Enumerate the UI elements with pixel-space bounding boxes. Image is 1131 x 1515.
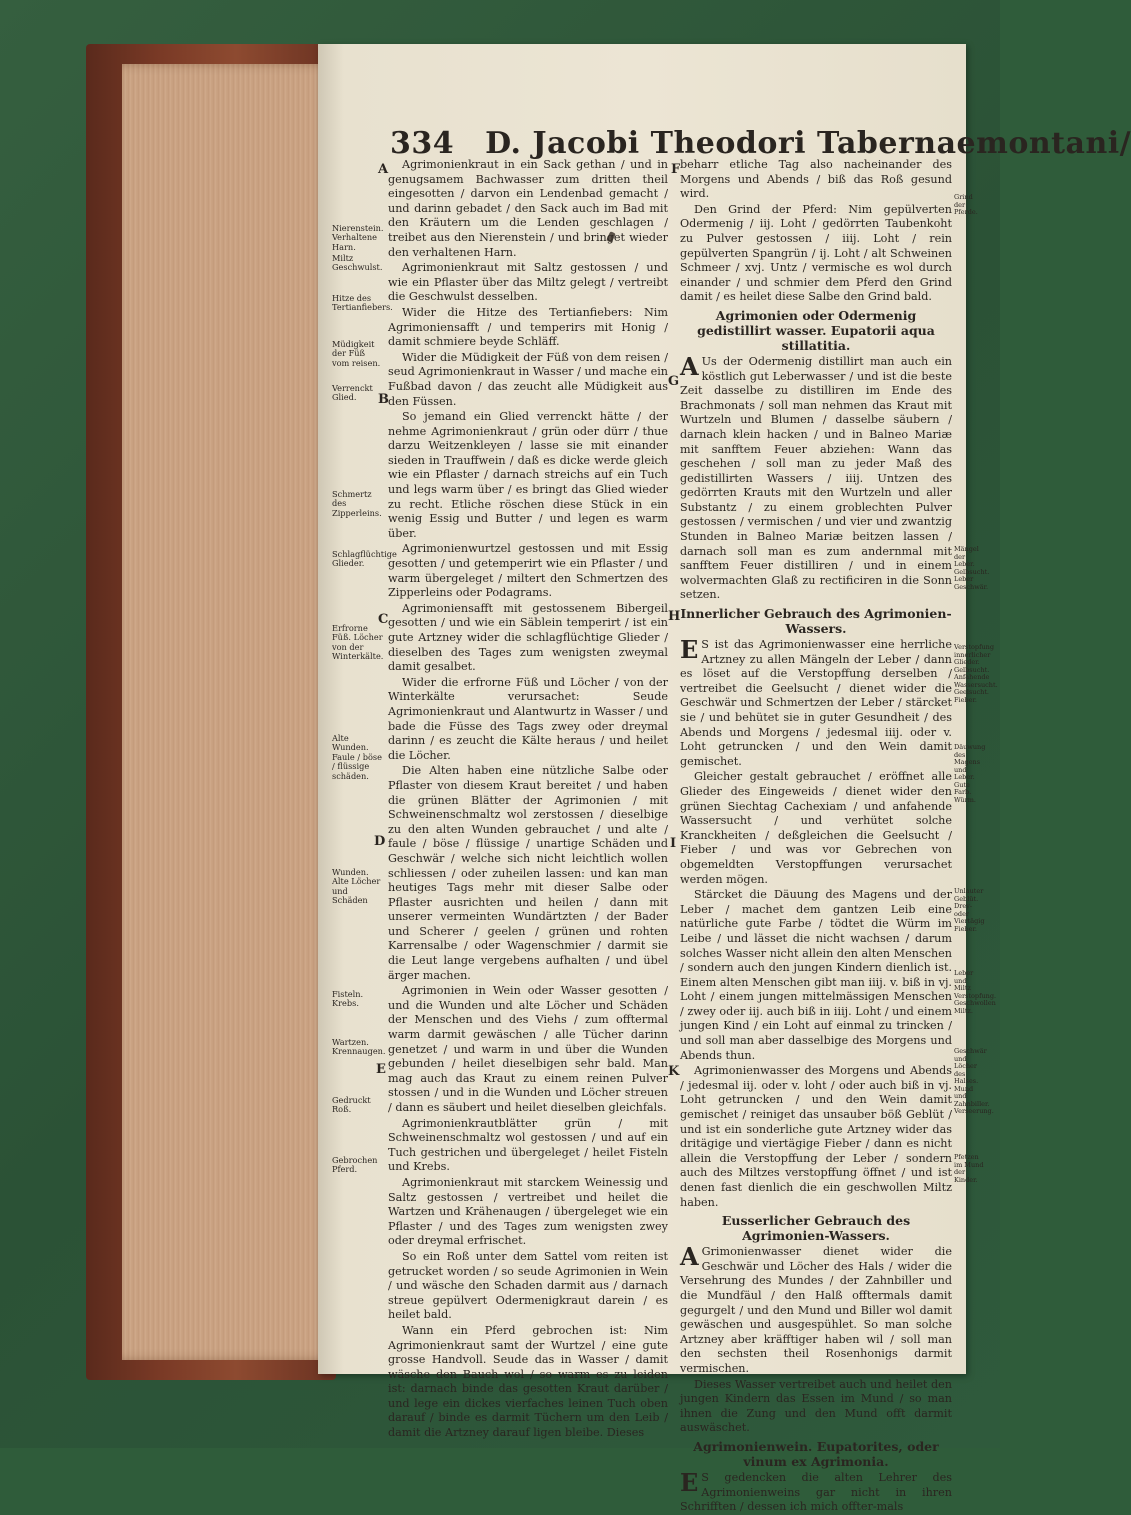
margin-note: Unlauter Geblüt. Drey- oder Viertägig Fieber. <box>954 887 985 933</box>
paragraph: Wann ein Pferd gebrochen ist: Nim Agrimonienkraut samt der Wurtzel / eine gute grosse Handvoll. Seude das in Wasser / damit wäsche den Bauch wol / so warm es zu leiden ist: darnach binde das gesotten Kraut darüber / und lege ein dickes vierfaches leinen Tuch oben darauf / binde es darmit Tüchern um den Leib / damit die Artzney darauf ligen bleibe. Dieses <box>388 1323 668 1440</box>
paragraph: Dieses Wasser vertreibet auch und heilet den jungen Kindern das Essen im Mund / so man ihnen die Zung und den Mund offt darmit auswäschet. <box>680 1377 952 1435</box>
section-letter-g: G <box>668 374 680 389</box>
section-letter-h: H <box>668 609 681 624</box>
section-heading: Agrimonienwein. Eupatorites, oder vinum ex Agrimonia. <box>693 1438 939 1469</box>
right-column <box>680 158 952 1514</box>
section-letter-k: K <box>668 1064 680 1079</box>
margin-note: Alte Wunden. Faule / böse / flüssige schäden. <box>332 733 382 781</box>
paragraph: Agrimonienwasser des Morgens und Abends / jedesmal iij. oder v. loht / oder auch biß in vj. Loht getruncken / und den Wein damit gemischet / reiniget das unsauber böß Geblüt / und ist ein sonderliche gute Artzney wider das dritägige und viertägige Fieber / dann es nicht allein die Verstopffung der Leber / sondern auch des Miltzes verstopffung öffnet / und ist denen fast dienlich die ein geschwollen Miltz haben. <box>680 1064 952 1209</box>
paragraph: Agrimonienkraut mit starckem Weinessig und Saltz gestossen / vertreibet und heilet die Wartzen und Krähenaugen / übergeleget wie ein Pflaster / und des Tages zum wenigsten zwey oder dreymal erfrischet. <box>388 1175 668 1248</box>
section-letter-c: C <box>378 612 389 627</box>
margin-note: Fisteln. Krebs. <box>332 989 364 1009</box>
section-letter-i: I <box>670 836 677 851</box>
paragraph: Agrimoniensafft mit gestossenem Bibergeil gesotten / und wie ein Säblein temperirt / ist ein gute Artzney wider die schlagflüchtige Glieder / dieselben des Tages zum wenigsten zweymal damit gesalbet. <box>388 601 668 674</box>
section-letter-a: A <box>378 162 389 177</box>
margin-note: Miltz Geschwulst. <box>332 253 383 273</box>
section-letter-b: B <box>378 392 389 407</box>
margin-note: Grind der Pferde. <box>954 193 978 216</box>
paragraph: S gedencken die alten Lehrer des Agrimonienweins gar nicht in ihren Schrifften / dessen ich mich offter-mals <box>680 1470 952 1514</box>
margin-note: Leber und Miltz Verstopfung. Geschwollen Miltz. <box>954 969 997 1015</box>
page-number: 334 <box>390 126 455 161</box>
paragraph: Die Alten haben eine nützliche Salbe oder Pflaster von diesem Kraut bereitet / und haben die grünen Blätter der Agrimonien / mit Schweinenschmaltz wol zerstossen / dieselbige zu den alten Wunden gebrauchet / und alte / faule / böse / flüssige / unartige Schäden und Geschwär / welche sich nicht leichtlich wollen schliessen / oder zuheilen lassen: und kan man heutiges Tags mehr mit dieser Salbe oder Pflaster ausrichten und heilen / dann mit unserer vermeinten Wundärtzten / der Bader und Scherer / geelen / grünen und rohten Karrensalbe / oder Wagenschmier / darmit sie die Leut lange vergebens aufhalten / und übel ärger machen. <box>388 764 668 982</box>
left-column <box>388 158 668 1440</box>
margin-note: Nierenstein. Verhaltene Harn. <box>332 223 384 252</box>
section-letter-e: E <box>376 1062 386 1077</box>
margin-note: Verstopfung innerlicher Glieder. Gelbsucht. Anfahende Wassersucht. Geelsucht. Fieber. <box>954 643 998 704</box>
margin-note: Wartzen. Krennaugen. <box>332 1037 386 1057</box>
drop-capital: E <box>680 1467 699 1497</box>
margin-note: Wunden. Alte Löcher und Schäden <box>332 867 381 906</box>
running-title: D. Jacobi Theodori Tabernaemontani/ <box>485 126 1131 161</box>
paragraph: S ist das Agrimonienwasser eine herrliche Artzney zu allen Mängeln der Leber / dann es löset auf die Verstopffung derselben / vertreibet die Geelsucht / dienet wider die Geschwär und Schmertzen der Leber / stärcket sie / und behütet sie in guter Gesundheit / des Abends und Morgens / jedesmal iiij. oder v. Loht getruncken / und den Wein damit gemischet. <box>680 638 952 768</box>
page-edges <box>122 64 334 1360</box>
paragraph: Wider die Hitze des Tertianfiebers: Nim Agrimoniensafft / und temperirs mit Honig / damit schmiere beyde Schläff. <box>388 305 668 349</box>
margin-note: Erfrorne Füß. Löcher von der Winterkälte. <box>332 623 384 662</box>
paragraph: Den Grind der Pferd: Nim gepülverten Odermenig / iij. Loht / gedörrten Taubenkoht zu Pulver gestossen / iiij. Loht / rein gepülverten Spangrün / ij. Loht / alt Schweinen Schmeer / xvj. Untz / vermische es wol durch einander / und schmier dem Pferd den Grind damit / es heilet diese Salbe den Grind bald. <box>680 202 952 304</box>
section-letter-d: D <box>374 834 386 849</box>
paragraph: Us der Odermenig distillirt man auch ein köstlich gut Leberwasser / und ist die beste Zeit dasselbe zu distilliren im Ende des Brachmonats / soll man nehmen das Kraut mit Wurtzeln und Blumen / dasselbe säubern / darnach klein hacken / und in Balneo Mariæ mit sanfftem Feuer abziehen: Wann das geschehen / soll man zu jeder Maß des gedistillirten Wassers / iiij. Untzen des gedörrten Krauts mit den Wurtzeln und aller Substantz / zu einem groblechten Pulver gestossen / vermischen / und vier und zwantzig Stunden in Balneo Mariæ beitzen lassen / darnach soll man es zum andernmal mit sanfftem Feuer distilliren / und in einem wolvermachten Glaß zu rectificiren in die Sonn setzen. <box>680 354 952 602</box>
margin-note: Schmertz des Zipperleins. <box>332 489 382 518</box>
paragraph: beharr etliche Tag also nacheinander des Morgens und Abends / biß das Roß gesund wird. <box>680 158 952 201</box>
paragraph: Gleicher gestalt gebrauchet / eröffnet alle Glieder des Eingeweids / dienet wider den grünen Siechtag Cachexiam / und anfahende Wassersucht / und verhütet solche Kranckheiten / deßgleichen die Geelsucht / Fieber / und was vor Gebrechen von obgemeldten Verstopffungen verursachet werden mögen. <box>680 770 952 886</box>
margin-note: Gedruckt Roß. <box>332 1095 371 1115</box>
paragraph: Grimonienwasser dienet wider die Geschwär und Löcher des Hals / wider die Versehrung des Mundes / der Zahnbiller und die Mundfäul / den Halß offtermals damit gegurgelt / und den Mund und Biller wol damit gewäschen und ausgespühlet. So man solche Artzney aber kräfftiger haben wil / soll man den sechsten theil Rosenhonigs darmit vermischen. <box>680 1245 952 1375</box>
paragraph: Agrimonienkrautblätter grün / mit Schweinenschmaltz wol gestossen / und auf ein Tuch gestrichen und übergeleget / heilet Fisteln und Krebs. <box>388 1116 668 1174</box>
drop-capital: A <box>680 1242 699 1272</box>
margin-note: Schlagflüchtige Glieder. <box>332 549 397 569</box>
margin-note: Däuwung des Magens und Leber. Gute Farb. Würm. <box>954 743 986 804</box>
paragraph: So jemand ein Glied verrenckt hätte / der nehme Agrimonienkraut / grün oder dürr / thue darzu Weitzenkleyen / lasse sie mit einander sieden in Trauffwein / daß es dicke werde gleich wie ein Pflaster / darnach streichs auf ein Tuch und legs warm über / es bringt das Glied wieder zu recht. Etliche röschen diese Stück in ein wenig Essig und Butter / und legen es warm über. <box>388 410 668 540</box>
paragraph: Agrimonienkraut in ein Sack gethan / und in genugsamem Bachwasser zum dritten theil eingesotten / darvon ein Lendenbad gemacht / und darinn gebadet / den Sack auch im Bad mit den Kräutern um die Lenden geschlagen / treibet aus den Nierenstein / und bringet wieder den verhaltenen Harn. <box>388 158 668 259</box>
margin-note: Verrenckt Glied. <box>332 383 373 403</box>
margin-note: Mängel der Leber. Gelbsucht. Leber Geschwär. <box>954 545 990 591</box>
book-page <box>318 44 1131 1514</box>
paragraph: Wider die erfrorne Füß und Löcher / von der Winterkälte verursachet: Seude Agrimonienkraut und Alantwurtz in Wasser / und bade die Füsse des Tags zwey oder dreymal darinn / es zeucht die Kälte heraus / und heilet die Löcher. <box>388 675 668 762</box>
paragraph: Agrimonienkraut mit Saltz gestossen / und wie ein Pflaster über das Miltz gelegt / vertreibt die Geschwulst desselben. <box>388 261 668 304</box>
margin-note: Pfetzen im Mund der Kinder. <box>954 1153 984 1184</box>
section-heading: Agrimonien oder Odermenig gedistillirt wasser. Eupatorii aqua stillatitia. <box>697 307 935 353</box>
paragraph: Agrimonienwurtzel gestossen und mit Essig gesotten / und getemperirt wie ein Pflaster / und warm übergeleget / miltert den Schmertzen des Zipperleins oder Podagrams. <box>388 542 668 600</box>
margin-note: Geschwär und Löcher des Halses. Mund und Zahnbiller. Verseerung. <box>954 1047 994 1115</box>
drop-capital: E <box>680 635 699 665</box>
paragraph: So ein Roß unter dem Sattel vom reiten ist getrucket worden / so seude Agrimonien in Wein / und wäsche den Schaden darmit aus / darnach streue gepülvert Odermenigkraut darein / es heilet bald. <box>388 1249 668 1322</box>
paragraph: Wider die Müdigkeit der Füß von dem reisen / seud Agrimonienkraut in Wasser / und mache ein Fußbad davon / das zeucht alle Müdigkeit aus den Füssen. <box>388 350 668 408</box>
section-heading: Innerlicher Gebrauch des Agrimonien-Wassers. <box>680 606 952 637</box>
section-letter-f: F <box>671 162 681 177</box>
paragraph: Stärcket die Däuung des Magens und der Leber / machet dem gantzen Leib eine natürliche gute Farbe / tödtet die Würm im Leibe / und lässet die nicht wachsen / darum solches Wasser nicht allein den alten Menschen / sondern auch den jungen Kindern dienlich ist. Einem alten Menschen gibt man iiij. v. biß in vj. Loht / einem jungen mittelmässigen Menschen / zwey oder iij. auch biß in iiij. Loht / und einem jungen Kind / ein Loht auf einmal zu trincken / und soll man aber dasselbige des Morgens und Abends thun. <box>680 888 952 1062</box>
paragraph: Agrimonien in Wein oder Wasser gesotten / und die Wunden und alte Löcher und Schäden der Menschen und des Viehs / zum offtermal warm darmit gewäschen / alle Tücher darinn genetzet / und warm in und über die Wunden gebunden / heilet dieselbigen sehr bald. Man mag auch das Kraut zu einem reinen Pulver stossen / und in die Wunden und Löcher streuen / dann es säubert und heilet dieselben gleichfals. <box>388 984 668 1114</box>
margin-note: Müdigkeit der Füß vom reisen. <box>332 339 381 368</box>
section-heading: Eusserlicher Gebrauch des Agrimonien-Wassers. <box>721 1213 911 1244</box>
drop-capital: A <box>680 351 699 381</box>
margin-note: Hitze des Tertianfiebers. <box>332 293 393 313</box>
margin-note: Gebrochen Pferd. <box>332 1155 378 1175</box>
